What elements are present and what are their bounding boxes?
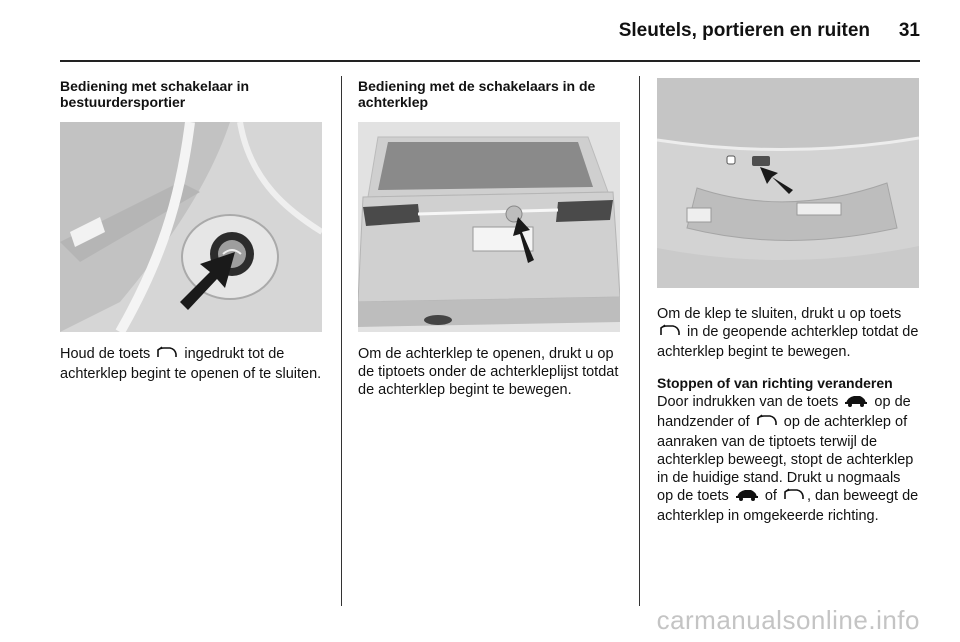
subheading: Stoppen of van richting veranderen [657, 375, 893, 391]
watermark: carmanualsonline.info [656, 605, 920, 635]
close-instruction-text: Om de klep te sluiten, drukt u op toets in de geopende achterklep totdat de achterklep begint te bewegen. [657, 306, 919, 360]
section-heading: Bediening met schakelaar in bestuurdersportier [60, 78, 250, 110]
tailgate-rear-illustration [358, 122, 620, 332]
column-tailgate [358, 78, 620, 110]
stop-reverse-text: Door indrukken van de toets op de handzender of op de achterklep of aanraken van de tiptoets terwijl de achterklep beweegt, stopt de achterklep in de huidige stand. Drukt u nogmaals op de toets of , dan beweegt de achterklep in omgekeerde richting. [657, 394, 919, 524]
column-divider [341, 76, 342, 606]
car-remote-icon [735, 488, 759, 507]
header-divider [60, 60, 920, 62]
car-remote-icon [844, 394, 868, 413]
tailgate-icon [783, 488, 805, 507]
tailgate-icon [756, 414, 778, 433]
instruction-text: Om de achterklep te openen, drukt u op de tiptoets onder de achterkleplijst totdat de achterklep begint te bewegen. [358, 346, 619, 398]
page-number: 31 [898, 20, 920, 41]
page-title: Sleutels, portieren en ruiten [618, 20, 870, 41]
column-driver-door [60, 78, 322, 110]
tailgate-interior-illustration [657, 78, 919, 288]
column-tailgate-text [358, 345, 620, 399]
column-divider [639, 76, 640, 606]
tailgate-icon [659, 324, 681, 343]
instruction-text: Houd de toets ingedrukt tot de achterklep begint te openen of te sluiten. [60, 346, 322, 382]
column-driver-door-text [60, 345, 322, 383]
door-switch-illustration [60, 122, 322, 332]
tailgate-icon [156, 346, 178, 365]
column-close-text [657, 305, 919, 525]
section-heading: Bediening met de schakelaars in de achterklep [358, 78, 596, 110]
